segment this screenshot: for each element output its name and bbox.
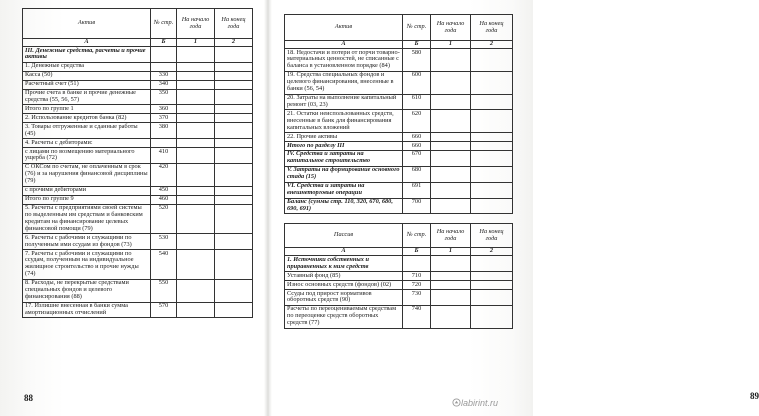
row-value-end xyxy=(215,279,253,302)
row-label: 4. Расчеты с дебиторами: xyxy=(23,139,151,148)
row-line-number: 420 xyxy=(151,163,177,186)
row-line-number: 660 xyxy=(403,133,431,142)
column-letter: Б xyxy=(403,41,431,49)
column-letter: 2 xyxy=(215,39,253,47)
row-line-number: 550 xyxy=(151,279,177,302)
page-number-right: 89 xyxy=(750,391,759,401)
left-page xyxy=(0,0,266,416)
row-label: Итого по группе 9 xyxy=(23,195,151,204)
table-row xyxy=(23,204,253,234)
row-value-end xyxy=(215,148,253,164)
row-line-number: 370 xyxy=(151,114,177,123)
row-label: 3. Товары отгруженные и сданные работы (45) xyxy=(23,123,151,139)
balance-table-right xyxy=(284,14,513,329)
column-header-year-start: На начало года xyxy=(431,224,471,248)
table-row xyxy=(23,163,253,186)
row-value-end xyxy=(215,204,253,234)
row-value-end xyxy=(471,166,513,182)
row-value-end xyxy=(215,105,253,114)
column-letter: А xyxy=(285,41,403,49)
row-value-end xyxy=(215,89,253,105)
row-value-start xyxy=(177,47,215,63)
row-line-number: 380 xyxy=(151,123,177,139)
row-label: 18. Недостачи и потери от порчи товарно-материальных ценностей, не списанные с баланса в установленном порядке (84) xyxy=(285,49,403,72)
row-label: Касса (50) xyxy=(23,71,151,80)
row-label: 20. Затраты на выполнение капитальный ремонт (03, 23) xyxy=(285,94,403,110)
table-row xyxy=(23,114,253,123)
row-line-number: 730 xyxy=(403,290,431,306)
column-letter: 1 xyxy=(431,248,471,256)
table-row xyxy=(23,80,253,89)
row-value-start xyxy=(431,49,471,72)
row-value-end xyxy=(215,250,253,280)
row-label: 21. Остатки неиспользованных средств, внесенные в банк для финансирования капитальных вложений xyxy=(285,110,403,133)
balance-asset-table-left xyxy=(22,8,253,318)
row-label: Итого по группе 1 xyxy=(23,105,151,114)
row-label: IV. Средства и затраты на капитальное строительство xyxy=(285,150,403,166)
row-value-start xyxy=(431,290,471,306)
row-label: Расчеты по переоцениваемым средствам по переоценке средств оборотных средств (77) xyxy=(285,305,403,328)
table-row xyxy=(23,71,253,80)
row-value-start xyxy=(431,281,471,290)
column-header-year-end: На конец года xyxy=(471,224,513,248)
table-row xyxy=(285,71,513,94)
row-value-start xyxy=(431,71,471,94)
column-header-line-number: № стр. xyxy=(151,9,177,39)
table-row xyxy=(285,182,513,198)
row-value-end xyxy=(471,71,513,94)
row-value-start xyxy=(177,204,215,234)
watermark: labirint.ru xyxy=(461,398,499,408)
row-value-end xyxy=(471,198,513,214)
table-row xyxy=(285,166,513,182)
column-letter: А xyxy=(23,39,151,47)
table-row xyxy=(285,133,513,142)
row-line-number: 350 xyxy=(151,89,177,105)
row-label: с прочими дебиторами xyxy=(23,186,151,195)
row-line-number: 600 xyxy=(403,71,431,94)
row-value-start xyxy=(177,186,215,195)
table-row xyxy=(23,123,253,139)
table-row xyxy=(23,250,253,280)
row-value-start xyxy=(177,114,215,123)
row-value-start xyxy=(431,110,471,133)
row-value-start xyxy=(177,89,215,105)
table-row xyxy=(23,62,253,71)
row-label: Ссуды под прирост нормативов оборотных средств (90) xyxy=(285,290,403,306)
table-row xyxy=(285,281,513,290)
row-value-end xyxy=(215,302,253,318)
row-line-number xyxy=(151,62,177,71)
row-value-end xyxy=(471,110,513,133)
table-row xyxy=(285,290,513,306)
row-value-end xyxy=(471,305,513,328)
row-value-end xyxy=(471,133,513,142)
labirint-logo-icon xyxy=(452,398,461,407)
row-value-start xyxy=(177,279,215,302)
table-row xyxy=(23,47,253,63)
row-line-number xyxy=(151,139,177,148)
row-line-number: 610 xyxy=(403,94,431,110)
row-label: Прочие счета в банке и прочие денежные средства (55, 56, 57) xyxy=(23,89,151,105)
row-line-number: 580 xyxy=(403,49,431,72)
row-label: 7. Расчеты с рабочими и служащими по ссудам, полученным на индивидуальное жилищное строительство и прочие нужды (74) xyxy=(23,250,151,280)
table-row xyxy=(23,139,253,148)
row-label: 19. Средства специальных фондов и целевого финансирования, внесенные в банки (56, 54) xyxy=(285,71,403,94)
row-value-end xyxy=(471,272,513,281)
row-label: 1. Денежные средства xyxy=(23,62,151,71)
row-line-number: 700 xyxy=(403,198,431,214)
column-header-year-start: На начало года xyxy=(431,15,471,41)
row-line-number: 680 xyxy=(403,166,431,182)
row-value-start xyxy=(177,250,215,280)
column-letter: 2 xyxy=(471,248,513,256)
row-line-number: 330 xyxy=(151,71,177,80)
row-label: с лицами по возмещению материального ущерба (72) xyxy=(23,148,151,164)
row-label: 1. Источники собственных и приравненных к ним средств xyxy=(285,256,403,272)
row-value-start xyxy=(177,105,215,114)
table-row xyxy=(285,49,513,72)
column-header-passive: Пассив xyxy=(285,224,403,248)
row-label: Баланс (суммы стр. 110, 320, 670, 680, 690, 691) xyxy=(285,198,403,214)
row-line-number: 710 xyxy=(403,272,431,281)
right-asset-body xyxy=(285,49,513,214)
row-value-start xyxy=(431,94,471,110)
row-value-start xyxy=(177,234,215,250)
row-line-number: 691 xyxy=(403,182,431,198)
row-line-number: 620 xyxy=(403,110,431,133)
table-row xyxy=(23,105,253,114)
row-line-number: 520 xyxy=(151,204,177,234)
row-value-start xyxy=(431,133,471,142)
column-letter: А xyxy=(285,248,403,256)
row-label: 2. Использование кредитов банка (82) xyxy=(23,114,151,123)
right-passive-body xyxy=(285,256,513,328)
row-value-end xyxy=(471,256,513,272)
table-row xyxy=(23,148,253,164)
table-row xyxy=(285,198,513,214)
column-letter: 2 xyxy=(471,41,513,49)
column-letter: Б xyxy=(403,248,431,256)
column-header-year-end: На конец года xyxy=(471,15,513,41)
row-label: Расчетный счет (51) xyxy=(23,80,151,89)
row-value-end xyxy=(471,290,513,306)
row-value-start xyxy=(177,123,215,139)
right-page xyxy=(270,0,759,416)
table-gap xyxy=(285,214,513,224)
table-row xyxy=(285,272,513,281)
row-line-number xyxy=(151,47,177,63)
row-value-end xyxy=(471,142,513,151)
row-line-number: 530 xyxy=(151,234,177,250)
row-value-end xyxy=(215,62,253,71)
column-header-year-start: На начало года xyxy=(177,9,215,39)
table-row xyxy=(23,302,253,318)
row-value-end xyxy=(215,195,253,204)
row-line-number: 460 xyxy=(151,195,177,204)
row-line-number: 720 xyxy=(403,281,431,290)
table-row xyxy=(23,279,253,302)
table-row xyxy=(23,195,253,204)
row-value-start xyxy=(431,198,471,214)
row-label: 8. Расходы, не перекрытые средствами специальных фондов и целевого финансирования (88) xyxy=(23,279,151,302)
page-number-left: 88 xyxy=(24,393,33,403)
table-row xyxy=(285,142,513,151)
row-value-end xyxy=(215,186,253,195)
column-header-line-number: № стр. xyxy=(403,224,431,248)
left-table-body xyxy=(23,47,253,318)
row-value-end xyxy=(215,139,253,148)
row-value-start xyxy=(177,139,215,148)
row-line-number: 410 xyxy=(151,148,177,164)
column-header-line-number: № стр. xyxy=(403,15,431,41)
row-label: 17. Излишне внесенная в банки сумма амортизационных отчислений xyxy=(23,302,151,318)
table-row xyxy=(285,110,513,133)
row-value-start xyxy=(431,305,471,328)
row-value-end xyxy=(471,94,513,110)
table-row xyxy=(285,305,513,328)
row-label: III. Денежные средства, расчеты и прочие активы xyxy=(23,47,151,63)
row-line-number xyxy=(403,256,431,272)
passive-section xyxy=(285,214,513,256)
row-line-number: 740 xyxy=(403,305,431,328)
row-label: С ОКСом по счетам, не оплаченным в срок (76) и за нарушения финансовой дисциплины (79) xyxy=(23,163,151,186)
row-value-start xyxy=(431,142,471,151)
column-letter: Б xyxy=(151,39,177,47)
row-value-end xyxy=(471,182,513,198)
table-row xyxy=(23,234,253,250)
row-line-number: 340 xyxy=(151,80,177,89)
row-label: 22. Прочие активы xyxy=(285,133,403,142)
table-row xyxy=(285,150,513,166)
table-row xyxy=(23,89,253,105)
row-value-start xyxy=(177,62,215,71)
row-value-end xyxy=(471,281,513,290)
row-value-end xyxy=(215,80,253,89)
row-value-end xyxy=(215,123,253,139)
row-line-number: 570 xyxy=(151,302,177,318)
row-value-end xyxy=(215,71,253,80)
row-value-start xyxy=(177,148,215,164)
row-value-start xyxy=(431,182,471,198)
row-value-start xyxy=(177,302,215,318)
table-row xyxy=(285,256,513,272)
row-value-start xyxy=(177,80,215,89)
row-value-start xyxy=(431,150,471,166)
row-value-start xyxy=(431,272,471,281)
row-line-number: 450 xyxy=(151,186,177,195)
row-label: Износ основных средств (фондов) (02) xyxy=(285,281,403,290)
table-row xyxy=(285,94,513,110)
row-value-end xyxy=(215,114,253,123)
column-letter: 1 xyxy=(177,39,215,47)
row-label: V. Затраты на формирование основного стада (15) xyxy=(285,166,403,182)
row-value-end xyxy=(215,163,253,186)
row-value-start xyxy=(177,71,215,80)
column-letter: 1 xyxy=(431,41,471,49)
row-label: 6. Расчеты с рабочими и служащими по полученным ими ссудам из фондов (73) xyxy=(23,234,151,250)
row-value-end xyxy=(471,49,513,72)
row-line-number: 670 xyxy=(403,150,431,166)
row-value-start xyxy=(177,195,215,204)
row-value-start xyxy=(431,256,471,272)
row-value-end xyxy=(215,47,253,63)
row-label: Уставный фонд (85) xyxy=(285,272,403,281)
row-label: VI. Средства и затраты на внешнеторговые операции xyxy=(285,182,403,198)
row-value-end xyxy=(471,150,513,166)
row-line-number: 540 xyxy=(151,250,177,280)
column-header-asset: Актив xyxy=(285,15,403,41)
column-header-year-end: На конец года xyxy=(215,9,253,39)
row-value-start xyxy=(177,163,215,186)
row-line-number: 660 xyxy=(403,142,431,151)
row-line-number: 360 xyxy=(151,105,177,114)
row-value-end xyxy=(215,234,253,250)
table-row xyxy=(23,186,253,195)
row-label: 5. Расчеты с предприятиями своей системы по выделенным им средствам и банковским кредитам на финансирование целевых финансовой помощи (79) xyxy=(23,204,151,234)
column-header-asset: Актив xyxy=(23,9,151,39)
row-label: Итого по разделу III xyxy=(285,142,403,151)
row-value-start xyxy=(431,166,471,182)
